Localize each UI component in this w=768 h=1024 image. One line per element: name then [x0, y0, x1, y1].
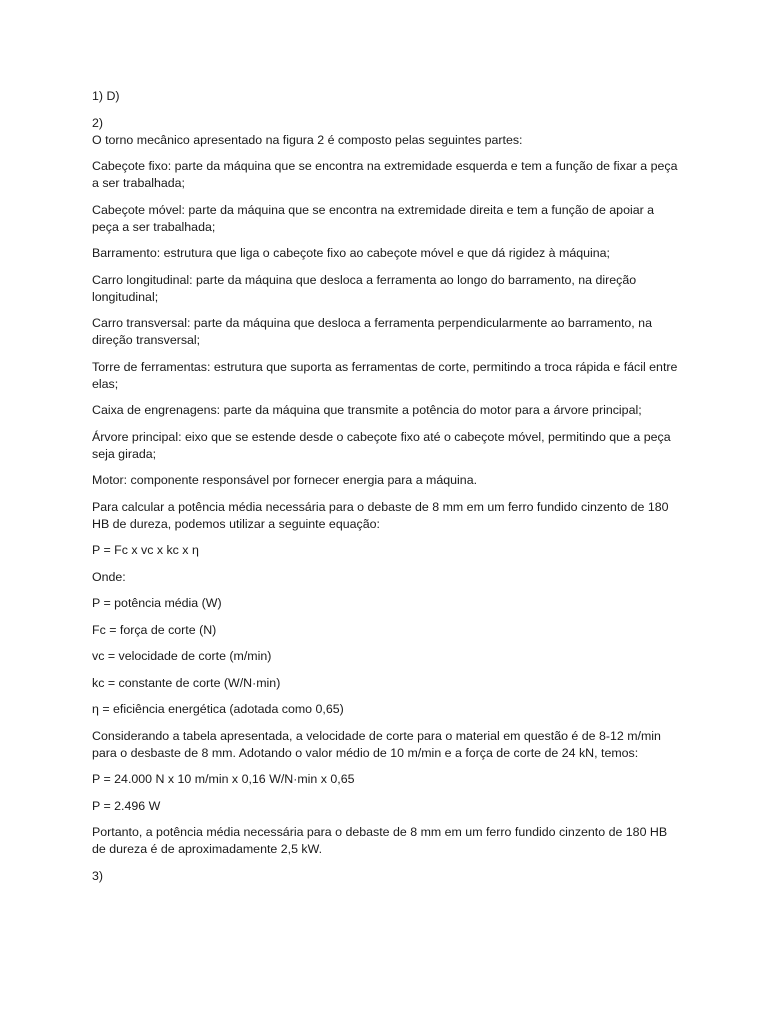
- power-equation: P = Fc x vc x kc x η: [92, 543, 199, 557]
- part-cabecote-movel: Cabeçote móvel: parte da máquina que se encontra na extremidade direita e tem a função de apoiar a peça a ser trabalhada;: [92, 202, 655, 234]
- part-carro-transversal: Carro transversal: parte da máquina que desloca a ferramenta perpendicularmente ao barramento, na direção transversal;: [92, 316, 652, 347]
- part-torre-ferramentas: Torre de ferramentas: estrutura que suporta as ferramentas de corte, permitindo a troca rápida e fácil entre elas;: [92, 359, 678, 391]
- part-carro-longitudinal: Carro longitudinal: parte da máquina que desloca a ferramenta ao longo do barramento, na direção longitudinal;: [92, 272, 637, 304]
- document-page: [92, 88, 682, 894]
- def-fc: Fc = força de corte (N): [92, 622, 217, 637]
- part-arvore-principal: Árvore principal: eixo que se estende desde o cabeçote fixo até o cabeçote móvel, permitindo que a peça seja girada;: [92, 429, 671, 461]
- def-p: P = potência média (W): [92, 596, 222, 610]
- where-label: Onde:: [92, 569, 126, 584]
- calc-context: Considerando a tabela apresentada, a velocidade de corte para o material em questão é de 8-12 m/min para o desbaste de 8 mm. Adotando o valor médio de 10 m/min e a força de corte de 24 kN, temos:: [92, 728, 661, 760]
- part-barramento: Barramento: estrutura que liga o cabeçote fixo ao cabeçote móvel e que dá rigidez à máquina;: [92, 246, 610, 260]
- part-cabecote-fixo: Cabeçote fixo: parte da máquina que se encontra na extremidade esquerda e tem a função de fixar a peça a ser trabalhada;: [92, 159, 678, 190]
- part-motor: Motor: componente responsável por fornecer energia para a máquina.: [92, 473, 478, 487]
- answer-2-intro: 2) O torno mecânico apresentado na figura 2 é composto pelas seguintes partes:: [92, 115, 523, 147]
- power-intro: Para calcular a potência média necessária para o debaste de 8 mm em um ferro fundido cinzento de 180 HB de dureza, podemos utilizar a seguinte equação:: [92, 499, 669, 531]
- answer-3: 3): [92, 868, 104, 883]
- answer-1: 1) D): [92, 89, 120, 103]
- calc-substitution: P = 24.000 N x 10 m/min x 0,16 W/N·min x 0,65: [92, 772, 355, 786]
- calc-result: P = 2.496 W: [92, 798, 161, 813]
- part-caixa-engrenagens: Caixa de engrenagens: parte da máquina que transmite a potência do motor para a árvore principal;: [92, 403, 642, 417]
- conclusion: Portanto, a potência média necessária para o debaste de 8 mm em um ferro fundido cinzento de 180 HB de dureza é de aproximadamente 2,5 kW.: [92, 825, 668, 856]
- def-kc: kc = constante de corte (W/N·min): [92, 675, 281, 690]
- def-vc: vc = velocidade de corte (m/min): [92, 649, 272, 663]
- def-eta: η = eficiência energética (adotada como 0,65): [92, 702, 344, 716]
